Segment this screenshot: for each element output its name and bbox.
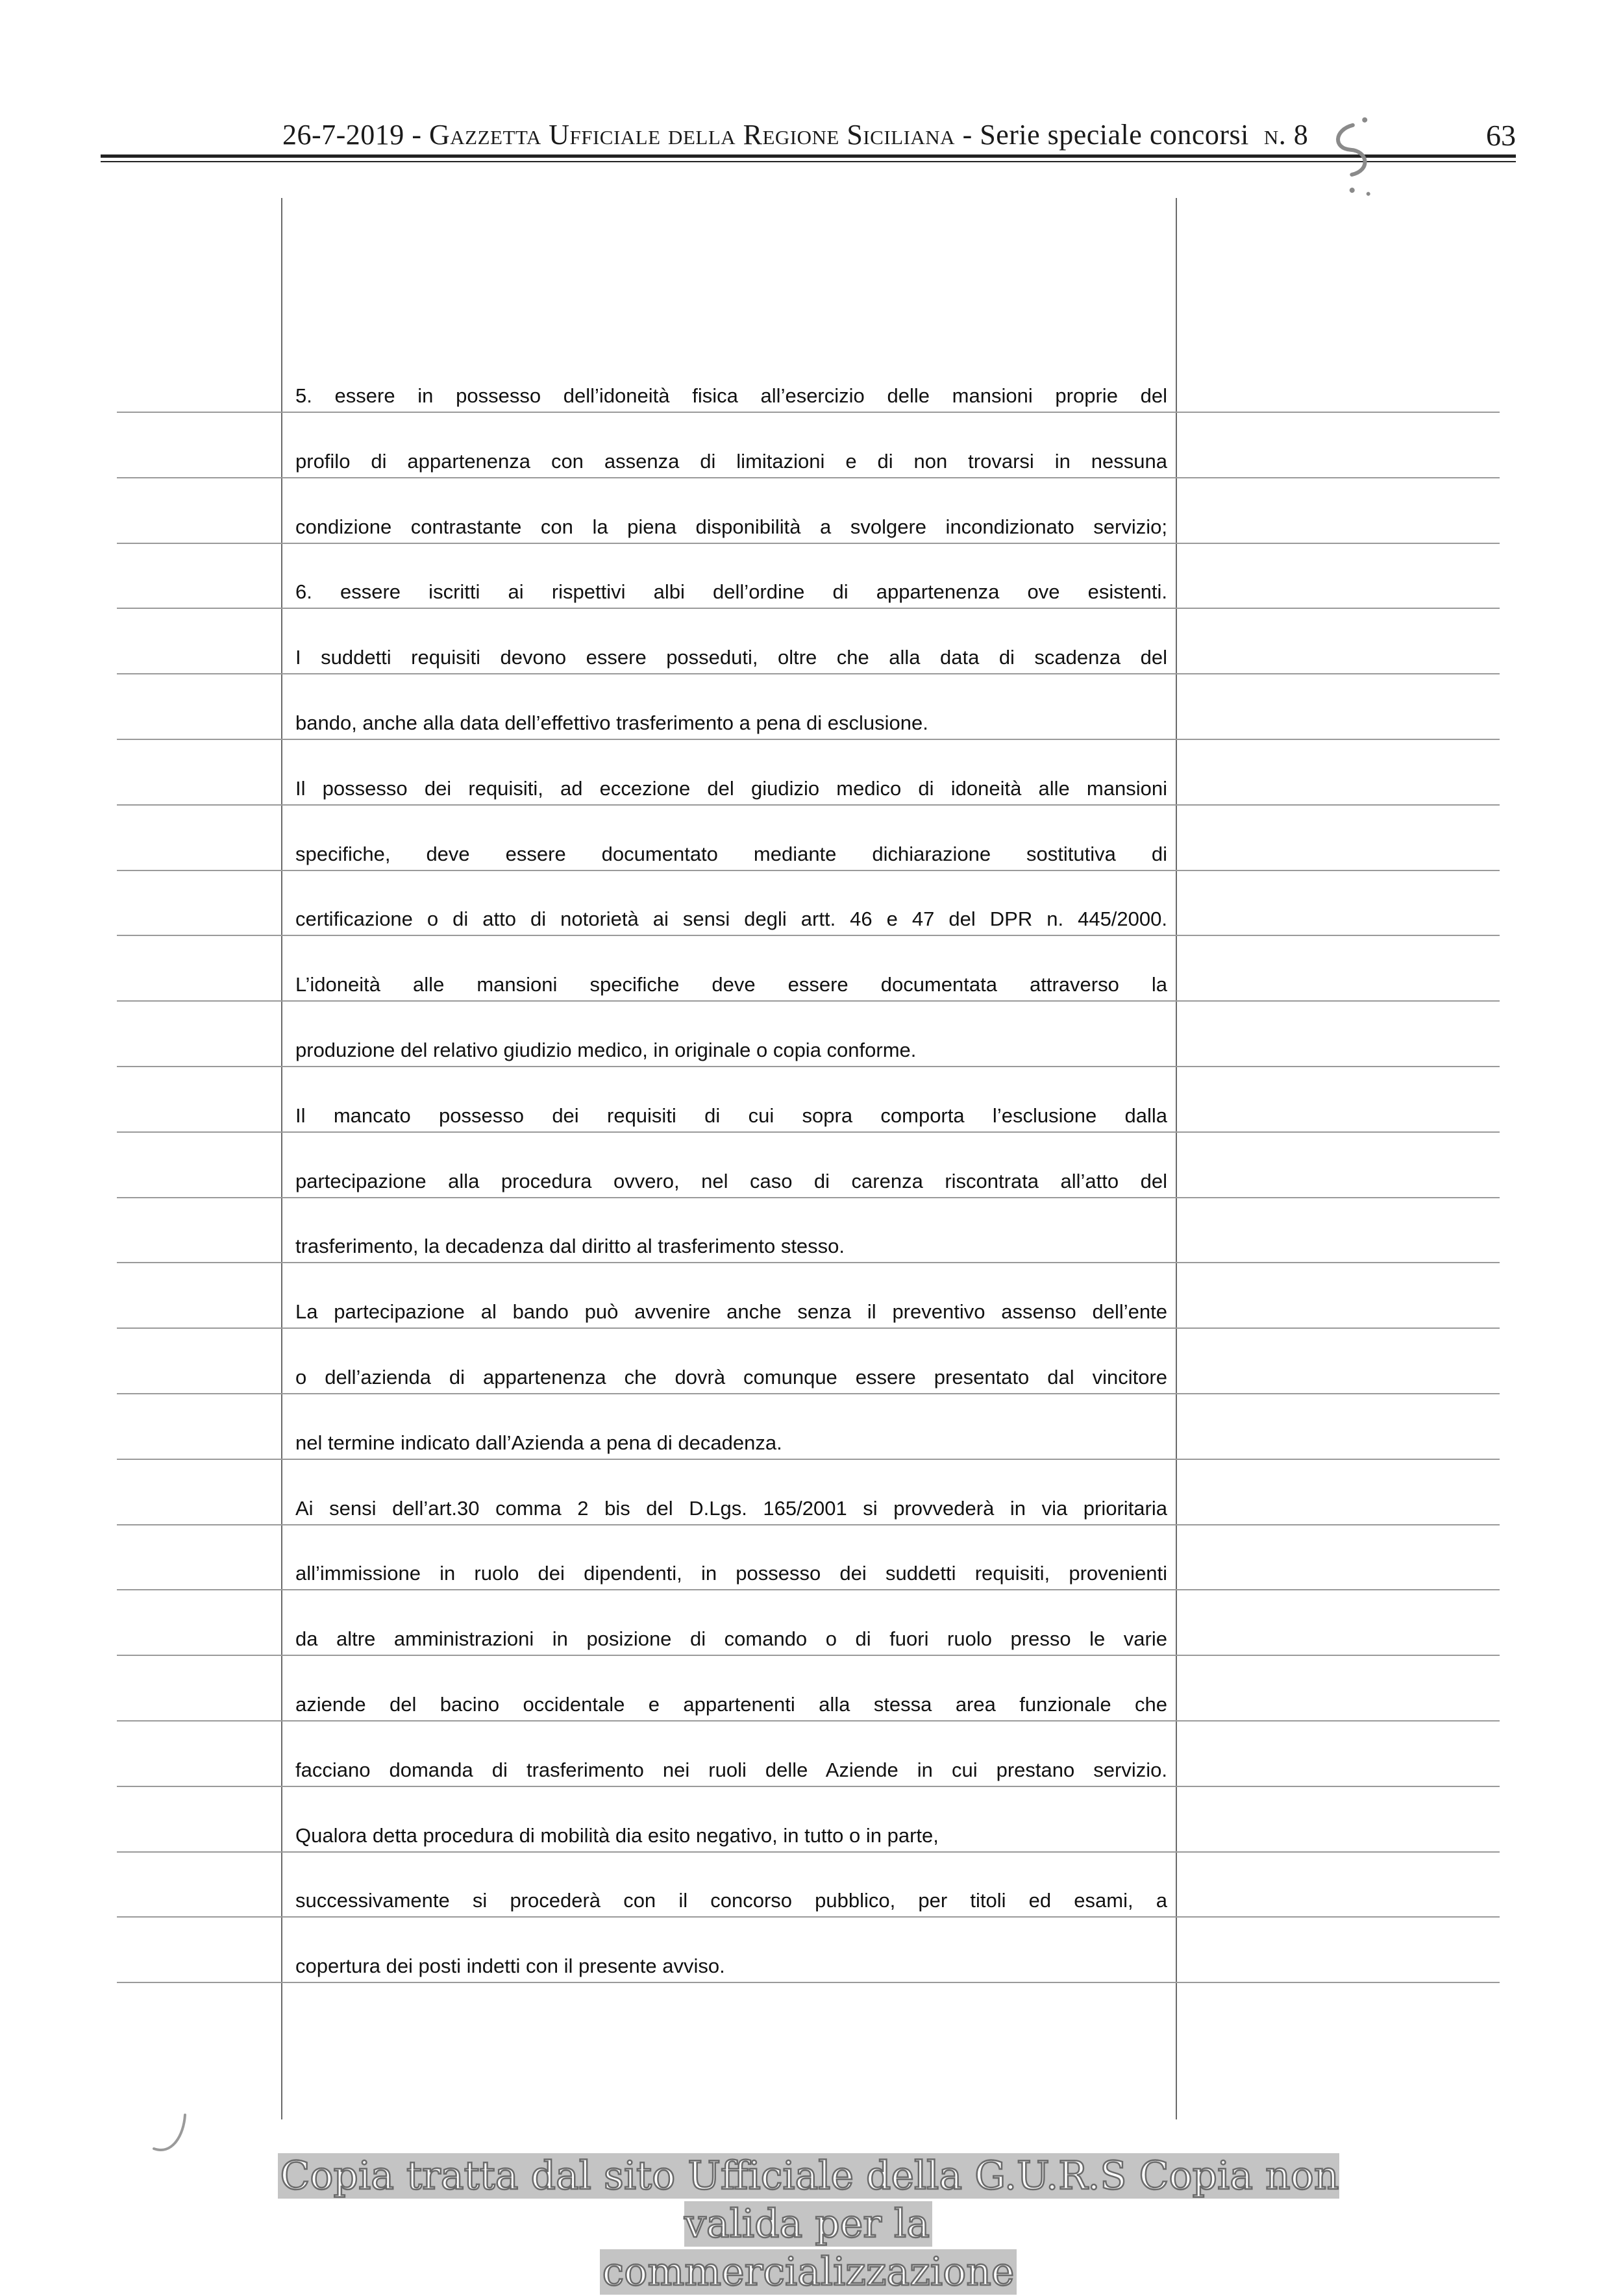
ruled-line: [117, 1655, 1500, 1656]
body-text-line: I suddetti requisiti devono essere posseduti, oltre che alla data di scadenza del: [295, 646, 1167, 669]
ruled-line: [117, 804, 1500, 806]
body-text-line: copertura dei posti indetti con il presente avviso.: [295, 1955, 725, 1977]
ruled-line: [117, 1327, 1500, 1329]
body-text-line: successivamente si procederà con il concorso pubblico, per titoli ed esami, a: [295, 1889, 1167, 1912]
ruled-line: [117, 543, 1500, 544]
watermark-line-1: Copia tratta dal sito Ufficiale della G.U.R.S Copia non valida per la: [278, 2153, 1339, 2247]
ruled-line: [117, 935, 1500, 936]
body-text-line: Qualora detta procedura di mobilità dia esito negativo, in tutto o in parte,: [295, 1824, 939, 1847]
body-text-line: specifiche, deve essere documentato mediante dichiarazione sostitutiva di: [295, 843, 1167, 865]
body-text-line: nel termine indicato dall’Azienda a pena di decadenza.: [295, 1431, 782, 1454]
watermark-note: [214, 2152, 1402, 2296]
ruled-line: [117, 1262, 1500, 1263]
margin-line-right: [1176, 198, 1177, 2119]
ruled-line: [117, 1459, 1500, 1460]
body-text-line: partecipazione alla procedura ovvero, nel caso di carenza riscontrata all’atto del: [295, 1170, 1167, 1192]
watermark-line-2: commercializzazione: [600, 2249, 1017, 2295]
body-text-line: bando, anche alla data dell’effettivo trasferimento a pena di esclusione.: [295, 711, 928, 734]
ruled-line: [117, 1393, 1500, 1394]
body-text-line: produzione del relativo giudizio medico, in originale o copia conforme.: [295, 1039, 917, 1061]
ruled-line: [117, 1524, 1500, 1525]
body-text-line: facciano domanda di trasferimento nei ruoli delle Aziende in cui prestano servizio.: [295, 1759, 1167, 1781]
ruled-line: [117, 1066, 1500, 1067]
body-text-line: profilo di appartenenza con assenza di limitazioni e di non trovarsi in nessuna: [295, 450, 1167, 473]
body-text-line: La partecipazione al bando può avvenire anche senza il preventivo assenso dell’ente: [295, 1300, 1167, 1323]
body-text-line: L’idoneità alle mansioni specifiche deve essere documentata attraverso la: [295, 973, 1167, 996]
body-text-line: 6. essere iscritti ai rispettivi albi dell’ordine di appartenenza ove esistenti.: [295, 580, 1167, 603]
page-number: 63: [1486, 119, 1516, 152]
ruled-line: [117, 1197, 1500, 1198]
body-text-line: certificazione o di atto di notorietà ai sensi degli artt. 46 e 47 del DPR n. 445/2000.: [295, 907, 1167, 930]
header-issue-prefix: n.: [1263, 119, 1287, 151]
header-date: 26-7-2019: [282, 119, 404, 151]
body-text-line: o dell’azienda di appartenenza che dovrà comunque essere presentato dal vincitore: [295, 1366, 1167, 1389]
ruled-line: [117, 1589, 1500, 1590]
ruled-line: [117, 1851, 1500, 1853]
body-text-line: Il mancato possesso dei requisiti di cui sopra comporta l’esclusione dalla: [295, 1104, 1167, 1127]
ruled-line: [117, 870, 1500, 871]
ruled-line: [117, 1786, 1500, 1787]
header-series: Serie speciale concorsi: [980, 119, 1249, 151]
body-text-line: 5. essere in possesso dell’idoneità fisica all’esercizio delle mansioni proprie del: [295, 384, 1167, 407]
body-text-line: condizione contrastante con la piena disponibilità a svolgere incondizionato servizio;: [295, 515, 1167, 538]
ruled-line: [117, 608, 1500, 609]
body-text-line: trasferimento, la decadenza dal diritto al trasferimento stesso.: [295, 1235, 845, 1257]
body-text-line: Il possesso dei requisiti, ad eccezione del giudizio medico di idoneità alle mansioni: [295, 777, 1167, 800]
bottom-mark: [146, 2110, 198, 2162]
ruled-line: [117, 673, 1500, 674]
ruled-line: [117, 477, 1500, 478]
header-title: 26-7-2019 - Gazzetta Ufficiale della Regione Siciliana - Serie speciale concorsi n. 8: [282, 119, 1309, 151]
body-text-line: aziende del bacino occidentale e appartenenti alla stessa area funzionale che: [295, 1693, 1167, 1716]
ruled-line: [117, 1000, 1500, 1002]
body-text-line: all’immissione in ruolo dei dipendenti, in possesso dei suddetti requisiti, provenienti: [295, 1562, 1167, 1585]
ruled-line: [117, 1916, 1500, 1918]
header-issue-number: 8: [1293, 119, 1309, 151]
ruled-line: [117, 1982, 1500, 1983]
header-publication: Gazzetta Ufficiale della Regione Siciliana: [428, 119, 956, 151]
ruled-line: [117, 412, 1500, 413]
ruled-line: [117, 1131, 1500, 1133]
body-text-line: Ai sensi dell’art.30 comma 2 bis del D.Lgs. 165/2001 si provvederà in via prioritaria: [295, 1497, 1167, 1520]
ruled-line: [117, 1720, 1500, 1722]
ruled-line: [117, 739, 1500, 740]
body-text-line: da altre amministrazioni in posizione di comando o di fuori ruolo presso le varie: [295, 1627, 1167, 1650]
margin-line-left: [281, 198, 282, 2119]
